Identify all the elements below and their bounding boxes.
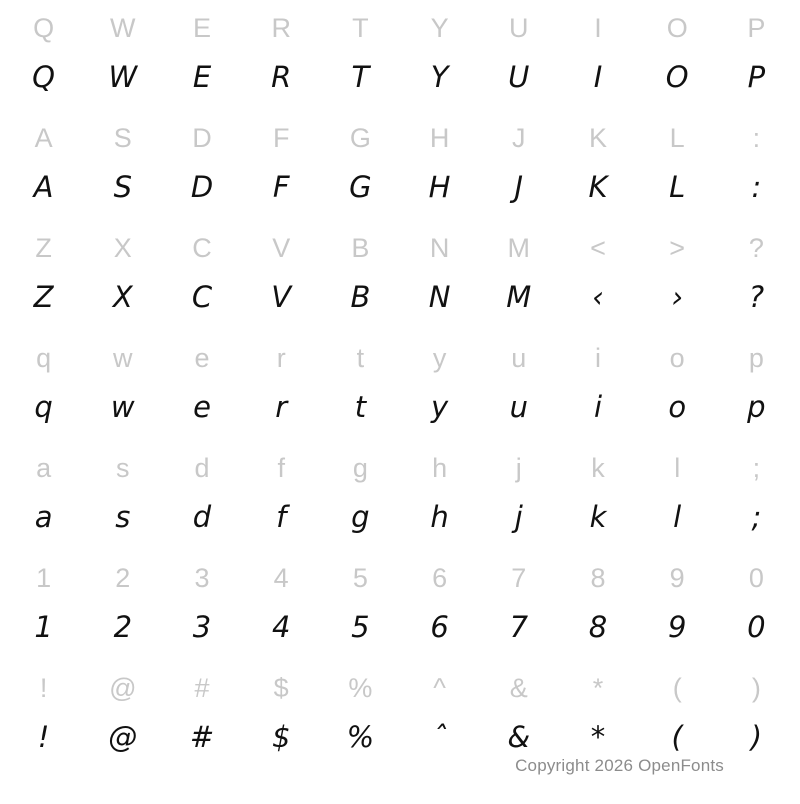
glyph-cell: i [593,389,603,424]
key-cell: e [194,342,210,373]
glyph-cell: s [115,499,131,534]
key-row [0,554,800,602]
specimen-block [0,664,800,762]
glyph-cell: ? [748,279,765,314]
glyph-cell: q [34,389,53,424]
key-cell: 5 [352,562,368,593]
glyph-cell: p [747,389,766,424]
key-cell: o [669,342,685,373]
glyph-cell: P [747,59,766,94]
key-cell: j [515,452,522,483]
key-cell: ; [752,452,761,483]
glyph-cell: I [593,59,603,94]
glyph-cell: * [590,719,606,754]
glyph-cell: 4 [271,609,291,644]
key-cell: L [669,122,685,153]
key-cell: < [590,232,606,263]
specimen-block [0,444,800,542]
key-cell: C [192,232,212,263]
glyph-cell: M [506,279,532,314]
key-cell: * [592,672,604,703]
glyph-cell: R [271,59,292,94]
key-cell: h [432,452,448,483]
key-cell: M [507,232,531,263]
key-cell: s [116,452,130,483]
key-row [0,114,800,162]
glyph-cell: › [671,279,683,314]
glyph-row [0,712,800,762]
key-cell: I [594,12,602,43]
glyph-cell: 1 [34,609,53,644]
key-cell: U [509,12,529,43]
key-cell: Y [430,12,449,43]
glyph-cell: C [191,279,213,314]
key-cell: E [192,12,211,43]
key-cell: ( [672,672,682,703]
glyph-cell: t [354,389,367,424]
key-cell: 4 [273,562,289,593]
key-cell: Z [35,232,52,263]
glyph-cell: S [113,169,132,204]
key-cell: % [348,672,373,703]
glyph-cell: 2 [113,609,133,644]
glyph-cell: : [751,169,762,204]
glyph-row [0,52,800,102]
glyph-cell: A [33,169,54,204]
key-cell: > [669,232,686,263]
key-row [0,224,800,272]
key-cell: ) [751,672,761,703]
key-cell: a [36,452,52,483]
key-cell: T [352,12,369,43]
key-cell: t [356,342,365,373]
glyph-cell: L [669,169,686,204]
copyright-notice: Copyright 2026 OpenFonts [515,756,724,775]
key-cell: # [194,672,210,703]
key-cell: 0 [748,562,764,593]
specimen-block [0,4,800,102]
specimen-block [0,554,800,652]
key-cell: g [352,452,368,483]
key-row [0,334,800,382]
glyph-cell: $ [271,719,291,754]
font-specimen-sheet [0,4,800,804]
key-cell: G [349,122,371,153]
key-cell: 8 [590,562,606,593]
key-cell: r [276,342,286,373]
key-cell: J [512,122,526,153]
key-cell: ? [748,232,764,263]
glyph-cell: Y [430,59,449,94]
glyph-cell: ; [751,499,762,534]
glyph-cell: U [508,59,530,94]
key-cell: 6 [432,562,448,593]
key-cell: 2 [115,562,131,593]
glyph-cell: k [589,499,607,534]
glyph-cell: 3 [192,609,212,644]
glyph-cell: Z [33,279,54,314]
key-cell: P [747,12,766,43]
key-cell: Q [33,12,55,43]
glyph-cell: f [276,499,287,534]
glyph-cell: l [673,499,682,534]
glyph-cell: 8 [588,609,608,644]
glyph-cell: w [110,389,135,424]
glyph-cell: j [514,499,523,534]
glyph-cell: & [507,719,531,754]
key-cell: $ [273,672,289,703]
glyph-row [0,272,800,322]
glyph-cell: T [351,59,370,94]
key-cell: i [594,342,601,373]
key-cell: & [509,672,528,703]
key-row [0,444,800,492]
glyph-cell: 9 [667,609,687,644]
glyph-cell: # [189,719,215,754]
glyph-cell: E [192,59,212,94]
glyph-cell: ( [671,719,683,754]
key-cell: : [752,122,761,153]
glyph-cell: Q [32,59,55,94]
key-cell: 9 [669,562,685,593]
glyph-cell: V [271,279,292,314]
glyph-cell: W [108,59,138,94]
specimen-block [0,114,800,212]
key-cell: d [194,452,210,483]
key-cell: R [271,12,291,43]
glyph-cell: X [112,279,133,314]
key-cell: S [113,122,132,153]
key-cell: N [429,232,450,263]
glyph-cell: D [190,169,214,204]
glyph-cell: O [665,59,689,94]
glyph-cell: h [430,499,449,534]
glyph-cell: r [275,389,288,424]
glyph-cell: 0 [747,609,766,644]
glyph-cell: 5 [351,609,370,644]
key-cell: F [272,122,290,153]
key-cell: w [113,342,133,373]
glyph-cell: N [428,279,451,314]
key-cell: ! [39,672,48,703]
glyph-cell: ‹ [592,279,604,314]
key-cell: ^ [433,672,446,703]
glyph-cell: % [346,719,375,754]
glyph-row [0,602,800,652]
glyph-cell: a [34,499,53,534]
glyph-cell: o [668,389,687,424]
key-cell: f [277,452,285,483]
key-cell: p [748,342,764,373]
key-cell: 1 [36,562,52,593]
glyph-cell: g [351,499,370,534]
key-cell: u [511,342,527,373]
specimen-block [0,224,800,322]
key-cell: W [110,12,136,43]
glyph-cell: 7 [509,609,529,644]
key-cell: K [588,122,607,153]
key-cell: D [192,122,212,153]
key-cell: H [429,122,450,153]
glyph-cell: ˆ [432,719,447,754]
glyph-cell: B [350,279,371,314]
glyph-cell: @ [108,719,138,754]
glyph-cell: ) [750,719,763,754]
glyph-cell: y [431,389,449,424]
glyph-row [0,492,800,542]
glyph-cell: J [514,169,524,204]
key-cell: y [432,342,447,373]
glyph-cell: u [509,389,528,424]
glyph-cell: K [588,169,608,204]
glyph-cell: ! [37,719,50,754]
glyph-cell: d [192,499,212,534]
key-cell: l [674,452,681,483]
specimen-block [0,334,800,432]
glyph-cell: H [428,169,451,204]
glyph-cell: F [272,169,290,204]
key-cell: 7 [511,562,527,593]
key-cell: O [666,12,688,43]
key-row [0,4,800,52]
key-cell: q [36,342,52,373]
key-cell: 3 [194,562,210,593]
glyph-cell: 6 [430,609,449,644]
key-row [0,664,800,712]
glyph-cell: e [193,389,211,424]
glyph-row [0,162,800,212]
key-cell: X [113,232,132,263]
glyph-cell: G [349,169,372,204]
key-cell: B [351,232,370,263]
key-cell: V [272,232,291,263]
key-cell: @ [109,672,137,703]
key-cell: A [34,122,53,153]
key-cell: k [591,452,605,483]
glyph-row [0,382,800,432]
